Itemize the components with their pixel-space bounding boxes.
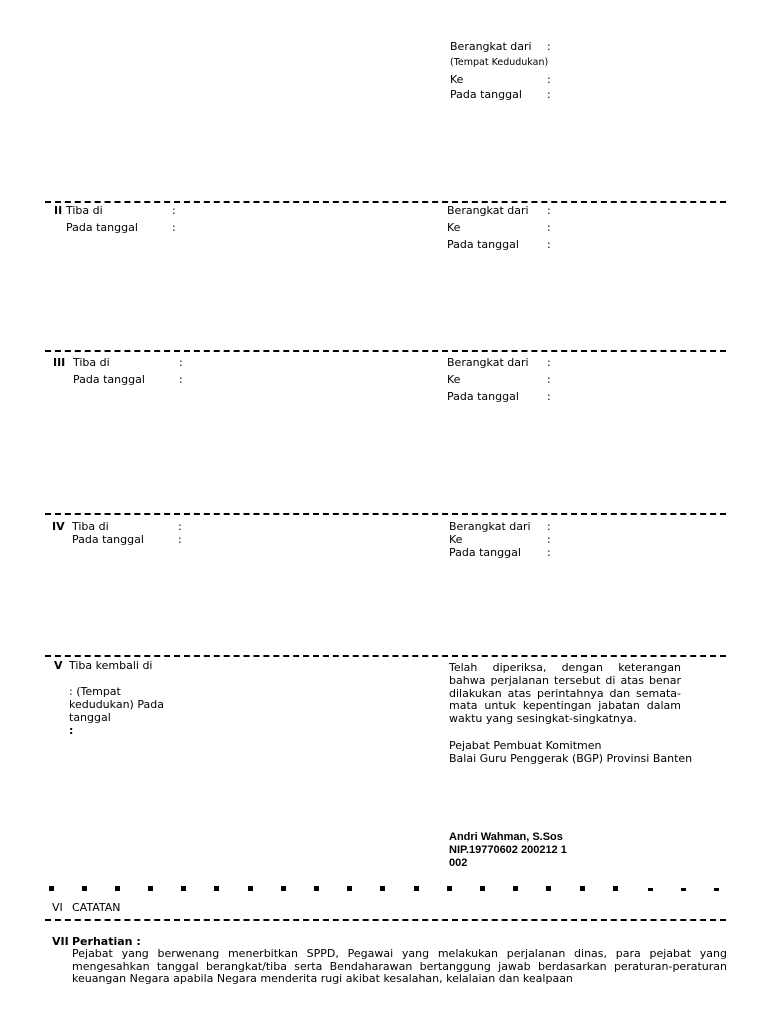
section-divider xyxy=(45,350,726,352)
section-divider xyxy=(45,201,726,203)
arrive-date-label: Pada tanggal xyxy=(72,533,144,546)
return-label: Tiba kembali di xyxy=(69,659,153,672)
arrive-label: Tiba di xyxy=(66,204,103,217)
statement-line: Telah diperiksa, dengan keterangan xyxy=(449,661,681,674)
return-line-1: : (Tempat xyxy=(69,685,121,698)
to-label: Ke xyxy=(449,533,463,546)
section-number: III xyxy=(53,356,66,369)
arrive-date-label: Pada tanggal xyxy=(73,373,145,386)
attention-label: Perhatian : xyxy=(72,935,141,948)
depart-from-label: Berangkat dari xyxy=(447,356,529,369)
arrive-date-label: Pada tanggal xyxy=(66,221,138,234)
statement-line: dilakukan atas perintahnya dan semata- xyxy=(449,686,681,700)
depart-note: (Tempat Kedudukan) xyxy=(450,57,549,68)
colon: : xyxy=(172,221,176,234)
section-number: VII xyxy=(52,935,69,948)
signer-nip-continued: 002 xyxy=(449,857,468,869)
colon: : xyxy=(547,40,551,53)
colon: : xyxy=(179,356,183,369)
attention-text xyxy=(72,948,727,986)
arrive-label: Tiba di xyxy=(73,356,110,369)
return-line-2: kedudukan) Pada xyxy=(69,698,164,711)
verification-statement xyxy=(449,662,681,726)
depart-from-label: Berangkat dari xyxy=(447,204,529,217)
statement-line: mata untuk kepentingan jabatan dalam xyxy=(449,699,681,713)
depart-from-label: Berangkat dari xyxy=(449,520,531,533)
colon: : xyxy=(178,520,182,533)
colon: : xyxy=(547,390,551,403)
section-divider xyxy=(45,919,726,921)
colon: : xyxy=(547,221,551,234)
official-title: Pejabat Pembuat Komitmen xyxy=(449,739,602,752)
colon: : xyxy=(178,533,182,546)
colon: : xyxy=(547,88,551,101)
section-number: VI xyxy=(52,901,63,914)
colon: : xyxy=(179,373,183,386)
colon: : xyxy=(547,520,551,533)
notes-label: CATATAN xyxy=(72,901,121,914)
date-label: Pada tanggal xyxy=(450,88,522,101)
section-number: V xyxy=(54,659,63,672)
to-label: Ke xyxy=(450,73,464,86)
colon: : xyxy=(547,356,551,369)
colon: : xyxy=(547,546,551,559)
arrive-label: Tiba di xyxy=(72,520,109,533)
to-label: Ke xyxy=(447,221,461,234)
signer-name: Andri Wahman, S.Sos xyxy=(449,831,563,843)
section-divider xyxy=(45,513,726,515)
statement-line: bahwa perjalanan tersebut di atas benar xyxy=(449,673,681,687)
signer-nip: NIP.19770602 200212 1 xyxy=(449,844,567,856)
statement-line: waktu yang sesingkat-singkatnya. xyxy=(449,712,637,726)
date-label: Pada tanggal xyxy=(447,390,519,403)
signature-block xyxy=(449,831,567,870)
colon: : xyxy=(172,204,176,217)
return-line-3: tanggal xyxy=(69,711,111,724)
colon: : xyxy=(547,238,551,251)
section-divider xyxy=(45,655,726,657)
colon: : xyxy=(547,204,551,217)
depart-from-label: Berangkat dari xyxy=(450,40,532,53)
section-number: II xyxy=(54,204,63,217)
attention-line: keuangan Negara apabila Negara menderita rugi akibat kesalahan, kelalaian dan kealpaan xyxy=(72,972,573,985)
colon: : xyxy=(547,533,551,546)
attention-line: Pejabat yang berwenang menerbitkan SPPD, Pegawai yang melakukan perjalanan dinas, para pejabat yang xyxy=(72,947,727,960)
colon: : xyxy=(547,373,551,386)
section-number: IV xyxy=(52,520,65,533)
attention-line: mengesahkan tanggal berangkat/tiba serta Bendaharawan bertanggung jawab berdasarkan peraturan-peraturan xyxy=(72,959,727,973)
return-line-4: : xyxy=(69,724,74,737)
colon: : xyxy=(547,73,551,86)
to-label: Ke xyxy=(447,373,461,386)
date-label: Pada tanggal xyxy=(447,238,519,251)
date-label: Pada tanggal xyxy=(449,546,521,559)
office-name: Balai Guru Penggerak (BGP) Provinsi Banten xyxy=(449,752,693,765)
